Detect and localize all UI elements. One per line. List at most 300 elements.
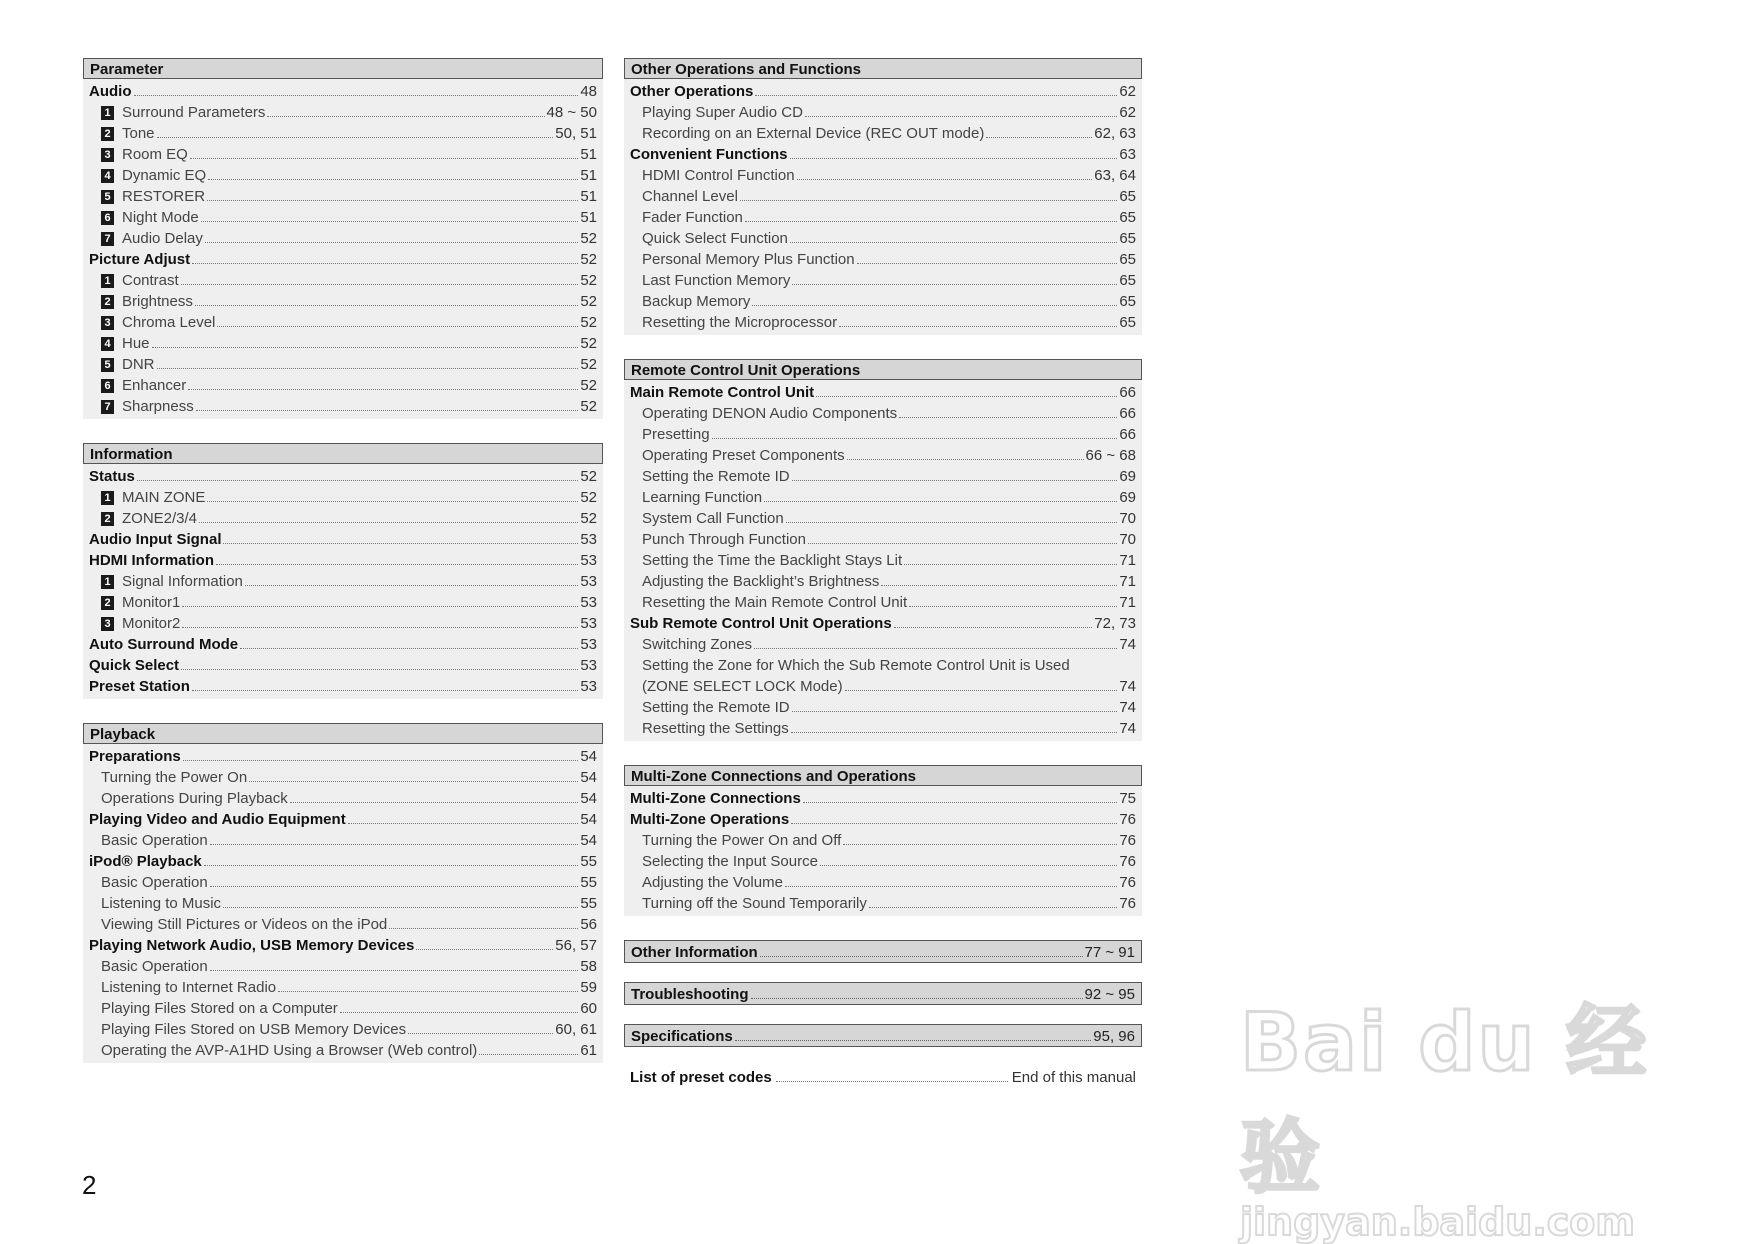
entry-label: Presetting xyxy=(642,426,710,443)
dot-leader xyxy=(223,907,578,908)
toc-entry[interactable] xyxy=(630,165,1136,186)
entry-label: HDMI Information xyxy=(89,552,214,569)
toc-section xyxy=(83,58,603,419)
dot-leader xyxy=(389,928,578,929)
toc-entry[interactable] xyxy=(630,312,1136,333)
page-ref: 55 xyxy=(580,853,597,870)
entry-label: MAIN ZONE xyxy=(122,489,206,506)
toc-entry[interactable] xyxy=(630,830,1136,851)
toc-entry[interactable] xyxy=(630,809,1136,830)
page-ref: 69 xyxy=(1119,489,1136,506)
dot-leader xyxy=(791,823,1117,824)
entry-label: RESTORER xyxy=(122,188,206,205)
page-ref: 54 xyxy=(580,811,597,828)
entry-label: Listening to Music xyxy=(101,895,222,912)
toc-entry[interactable] xyxy=(89,186,597,207)
entry-label: Night Mode xyxy=(122,209,199,226)
dot-leader xyxy=(188,389,578,390)
watermark-logo: Bai du 经验 xyxy=(1240,996,1649,1204)
toc-entry[interactable] xyxy=(89,375,597,396)
dot-leader xyxy=(820,865,1117,866)
entry-label: iPod® Playback xyxy=(89,853,202,870)
dot-leader xyxy=(157,368,579,369)
entry-label: Resetting the Main Remote Control Unit xyxy=(642,594,908,611)
page-ref: 55 xyxy=(580,874,597,891)
item-number-badge: 7 xyxy=(101,400,114,414)
dot-leader xyxy=(792,711,1118,712)
dot-leader xyxy=(210,970,579,971)
item-number-badge: 4 xyxy=(101,169,114,183)
dot-leader xyxy=(869,907,1117,908)
page-ref: 58 xyxy=(580,958,597,975)
entry-label: Channel Level xyxy=(642,188,738,205)
dot-leader xyxy=(181,284,579,285)
entry-label: Turning the Power On and Off xyxy=(642,832,842,849)
toc-entry[interactable] xyxy=(630,186,1136,207)
toc-entry[interactable] xyxy=(630,655,1136,676)
toc-entry[interactable] xyxy=(630,550,1136,571)
entry-label: Quick Select Function xyxy=(642,230,788,247)
dot-leader xyxy=(207,501,578,502)
page-ref: 65 xyxy=(1119,293,1136,310)
page-ref: 59 xyxy=(580,979,597,996)
toc-entry[interactable] xyxy=(89,312,597,333)
entry-label: Audio xyxy=(89,83,132,100)
entry-label: Monitor2 xyxy=(122,615,181,632)
page-ref: 60 xyxy=(580,1000,597,1017)
toc-entry[interactable] xyxy=(630,228,1136,249)
toc-entry[interactable] xyxy=(89,634,597,655)
item-number-badge: 2 xyxy=(101,596,114,610)
item-number-badge: 2 xyxy=(101,127,114,141)
section-body xyxy=(624,79,1142,335)
section-header: Multi-Zone Connections and Operations xyxy=(624,765,1142,786)
section-body xyxy=(83,79,603,419)
page-ref: 52 xyxy=(580,377,597,394)
entry-label: Playing Files Stored on USB Memory Devices xyxy=(101,1021,407,1038)
page-ref: 95, 96 xyxy=(1093,1028,1135,1045)
toc-entry[interactable] xyxy=(89,508,597,529)
dot-leader xyxy=(207,200,578,201)
entry-label: Main Remote Control Unit xyxy=(630,384,815,401)
toc-entry[interactable] xyxy=(89,788,597,809)
dot-leader xyxy=(816,396,1117,397)
entry-label: Other Operations xyxy=(630,83,754,100)
toc-entry[interactable] xyxy=(89,571,597,592)
page-ref: 48 xyxy=(580,83,597,100)
dot-leader xyxy=(740,200,1117,201)
dot-leader xyxy=(340,1012,579,1013)
toc-entry[interactable] xyxy=(89,207,597,228)
item-number-badge: 3 xyxy=(101,316,114,330)
toc-entry[interactable] xyxy=(89,893,597,914)
dot-leader xyxy=(776,1081,1008,1082)
page-ref: 66 ~ 68 xyxy=(1085,447,1136,464)
toc-entry[interactable] xyxy=(89,676,597,697)
entry-label: Picture Adjust xyxy=(89,251,191,268)
toc-entry[interactable] xyxy=(89,487,597,508)
dot-leader xyxy=(182,606,578,607)
page-ref: 51 xyxy=(580,146,597,163)
entry-label: Backup Memory xyxy=(642,293,751,310)
page-ref: 62 xyxy=(1119,83,1136,100)
section-header: Information xyxy=(83,443,603,464)
toc-bar-entry[interactable] xyxy=(624,982,1142,1005)
dot-leader xyxy=(240,648,578,649)
toc-entry[interactable] xyxy=(89,872,597,893)
toc-section xyxy=(624,359,1142,741)
dot-leader xyxy=(735,1040,1092,1041)
page-ref: 61 xyxy=(580,1042,597,1059)
dot-leader xyxy=(204,865,579,866)
toc-bar-entry[interactable] xyxy=(624,940,1142,963)
toc-entry[interactable] xyxy=(630,718,1136,739)
toc-entry[interactable] xyxy=(89,144,597,165)
page-ref: 76 xyxy=(1119,811,1136,828)
dot-leader xyxy=(245,585,578,586)
toc-entry[interactable] xyxy=(89,977,597,998)
dot-leader xyxy=(785,886,1117,887)
dot-leader xyxy=(195,305,578,306)
page-ref: 66 xyxy=(1119,405,1136,422)
section-body xyxy=(624,380,1142,741)
entry-label: DNR xyxy=(122,356,155,373)
toc-entry[interactable] xyxy=(630,123,1136,144)
dot-leader xyxy=(199,522,578,523)
page-ref: 69 xyxy=(1119,468,1136,485)
page-ref: 51 xyxy=(580,209,597,226)
section-body xyxy=(83,744,603,1063)
entry-label: Recording on an External Device (REC OUT mode) xyxy=(642,125,985,142)
dot-leader xyxy=(216,564,578,565)
entry-label: Learning Function xyxy=(642,489,763,506)
dot-leader xyxy=(217,326,578,327)
toc-entry[interactable] xyxy=(89,466,597,487)
item-number-badge: 3 xyxy=(101,148,114,162)
entry-label: Hue xyxy=(122,335,150,352)
dot-leader xyxy=(134,95,579,96)
dot-leader xyxy=(760,956,1083,957)
toc-entry[interactable] xyxy=(630,144,1136,165)
dot-leader xyxy=(181,669,578,670)
dot-leader xyxy=(786,522,1118,523)
toc-entry[interactable] xyxy=(89,935,597,956)
page-ref: 52 xyxy=(580,335,597,352)
page-ref: 71 xyxy=(1119,594,1136,611)
item-number-badge: 2 xyxy=(101,512,114,526)
preset-codes-entry[interactable] xyxy=(624,1066,1142,1089)
page-ref: 53 xyxy=(580,594,597,611)
page-ref: 52 xyxy=(580,398,597,415)
dot-leader xyxy=(808,543,1117,544)
item-number-badge: 3 xyxy=(101,617,114,631)
page-ref: 62, 63 xyxy=(1094,125,1136,142)
entry-label: Turning off the Sound Temporarily xyxy=(642,895,867,912)
toc-entry[interactable] xyxy=(630,270,1136,291)
item-number-badge: 1 xyxy=(101,491,114,505)
dot-leader xyxy=(847,459,1084,460)
item-number-badge: 5 xyxy=(101,358,114,372)
entry-label: Operating Preset Components xyxy=(642,447,845,464)
toc-entry[interactable] xyxy=(630,207,1136,228)
page-ref: 52 xyxy=(580,510,597,527)
entry-label: Setting the Remote ID xyxy=(642,468,790,485)
toc-entry[interactable] xyxy=(89,333,597,354)
entry-label: Sub Remote Control Unit Operations xyxy=(630,615,892,632)
dot-leader xyxy=(157,137,554,138)
toc-entry[interactable] xyxy=(630,249,1136,270)
toc-entry[interactable] xyxy=(89,851,597,872)
dot-leader xyxy=(904,564,1117,565)
entry-label: Other Information xyxy=(631,944,758,961)
dot-leader xyxy=(745,221,1117,222)
dot-leader xyxy=(137,480,578,481)
entry-label: Playing Files Stored on a Computer xyxy=(101,1000,338,1017)
entry-label: Monitor1 xyxy=(122,594,181,611)
page-ref: 53 xyxy=(580,552,597,569)
entry-label: Surround Parameters xyxy=(122,104,266,121)
entry-label: Audio Input Signal xyxy=(89,531,222,548)
page-ref: 65 xyxy=(1119,314,1136,331)
toc-entry[interactable] xyxy=(89,655,597,676)
entry-label: Contrast xyxy=(122,272,179,289)
page-ref: 52 xyxy=(580,293,597,310)
entry-label: Last Function Memory xyxy=(642,272,791,289)
page-ref: 60, 61 xyxy=(555,1021,597,1038)
toc-entry[interactable] xyxy=(89,354,597,375)
entry-label: Dynamic EQ xyxy=(122,167,207,184)
dot-leader xyxy=(790,242,1117,243)
page-ref: 53 xyxy=(580,573,597,590)
page-ref: 54 xyxy=(580,790,597,807)
toc-entry[interactable] xyxy=(89,767,597,788)
entry-label: Personal Memory Plus Function xyxy=(642,251,855,268)
dot-leader xyxy=(208,179,578,180)
page-ref: 52 xyxy=(580,230,597,247)
entry-label: Operations During Playback xyxy=(101,790,288,807)
entry-label: Punch Through Function xyxy=(642,531,806,548)
toc-entry[interactable] xyxy=(630,592,1136,613)
dot-leader xyxy=(764,501,1117,502)
toc-entry[interactable] xyxy=(89,998,597,1019)
dot-leader xyxy=(755,95,1117,96)
page-ref: 54 xyxy=(580,832,597,849)
toc-entry[interactable] xyxy=(630,508,1136,529)
entry-label: Sharpness xyxy=(122,398,194,415)
toc-entry[interactable] xyxy=(89,592,597,613)
section-header: Remote Control Unit Operations xyxy=(624,359,1142,380)
page-ref: 65 xyxy=(1119,209,1136,226)
toc-entry[interactable] xyxy=(630,697,1136,718)
dot-leader xyxy=(192,690,578,691)
section-header: Parameter xyxy=(83,58,603,79)
dot-leader xyxy=(152,347,579,348)
page-ref: 76 xyxy=(1119,874,1136,891)
page-ref: 70 xyxy=(1119,510,1136,527)
page-ref: 71 xyxy=(1119,552,1136,569)
toc-entry[interactable] xyxy=(630,403,1136,424)
toc-entry[interactable] xyxy=(89,249,597,270)
entry-label: ZONE2/3/4 xyxy=(122,510,198,527)
entry-label: Preparations xyxy=(89,748,181,765)
page-ref: 74 xyxy=(1119,636,1136,653)
toc-entry[interactable] xyxy=(630,424,1136,445)
dot-leader xyxy=(881,585,1117,586)
entry-label: Adjusting the Volume xyxy=(642,874,783,891)
dot-leader xyxy=(751,998,1083,999)
entry-label: Convenient Functions xyxy=(630,146,788,163)
dot-leader xyxy=(192,263,578,264)
dot-leader xyxy=(752,305,1117,306)
toc-entry[interactable] xyxy=(89,396,597,417)
toc-entry[interactable] xyxy=(630,613,1136,634)
entry-label: Operating DENON Audio Components xyxy=(642,405,898,422)
entry-label: System Call Function xyxy=(642,510,784,527)
dot-leader xyxy=(201,221,579,222)
page-ref: 52 xyxy=(580,489,597,506)
page-ref: 54 xyxy=(580,748,597,765)
dot-leader xyxy=(408,1033,553,1034)
toc-entry[interactable] xyxy=(630,291,1136,312)
entry-label: Multi-Zone Connections xyxy=(630,790,801,807)
entry-label: Setting the Time the Backlight Stays Lit xyxy=(642,552,903,569)
toc-entry[interactable] xyxy=(89,102,597,123)
toc-bar-entry[interactable] xyxy=(624,1024,1142,1047)
toc-entry[interactable] xyxy=(630,634,1136,655)
entry-label: Setting the Remote ID xyxy=(642,699,790,716)
entry-label: Resetting the Microprocessor xyxy=(642,314,838,331)
dot-leader xyxy=(909,606,1117,607)
entry-label: Signal Information xyxy=(122,573,243,590)
page-ref: 52 xyxy=(580,468,597,485)
page-ref: 71 xyxy=(1119,573,1136,590)
page-ref: 53 xyxy=(580,657,597,674)
toc-section xyxy=(83,443,603,699)
page-ref: 53 xyxy=(580,531,597,548)
section-header: Other Operations and Functions xyxy=(624,58,1142,79)
page-ref: 76 xyxy=(1119,832,1136,849)
page-ref: 52 xyxy=(580,272,597,289)
page-number: 2 xyxy=(82,1170,97,1200)
page-ref: 65 xyxy=(1119,188,1136,205)
page-ref: 65 xyxy=(1119,230,1136,247)
toc-entry[interactable] xyxy=(630,676,1136,697)
dot-leader xyxy=(712,438,1118,439)
page-ref: 48 ~ 50 xyxy=(546,104,597,121)
toc-entry[interactable] xyxy=(630,382,1136,403)
page-ref: 92 ~ 95 xyxy=(1084,986,1135,1003)
toc-entry[interactable] xyxy=(630,851,1136,872)
page-ref: 56, 57 xyxy=(555,937,597,954)
entry-label: Viewing Still Pictures or Videos on the iPod xyxy=(101,916,388,933)
entry-label: Brightness xyxy=(122,293,193,310)
dot-leader xyxy=(182,627,578,628)
toc-entry[interactable] xyxy=(630,487,1136,508)
entry-label: Basic Operation xyxy=(101,832,208,849)
toc-entry[interactable] xyxy=(89,165,597,186)
toc-entry[interactable] xyxy=(89,956,597,977)
toc-entry[interactable] xyxy=(89,830,597,851)
baidu-watermark xyxy=(1240,978,1660,1244)
page-ref: 70 xyxy=(1119,531,1136,548)
toc-entry[interactable] xyxy=(630,529,1136,550)
item-number-badge: 7 xyxy=(101,232,114,246)
page-ref: 56 xyxy=(580,916,597,933)
toc-entry[interactable] xyxy=(630,893,1136,914)
watermark-url: jingyan.baidu.com xyxy=(1240,1200,1635,1244)
item-number-badge: 1 xyxy=(101,575,114,589)
toc-entry[interactable] xyxy=(630,466,1136,487)
toc-entry[interactable] xyxy=(89,1019,597,1040)
item-number-badge: 1 xyxy=(101,106,114,120)
dot-leader xyxy=(223,543,578,544)
toc-entry[interactable] xyxy=(89,228,597,249)
entry-label: Playing Super Audio CD xyxy=(642,104,803,121)
entry-label: Quick Select xyxy=(89,657,180,674)
dot-leader xyxy=(803,802,1117,803)
toc-entry[interactable] xyxy=(630,571,1136,592)
dot-leader xyxy=(210,886,579,887)
toc-entry[interactable] xyxy=(630,102,1136,123)
dot-leader xyxy=(791,732,1118,733)
toc-entry[interactable] xyxy=(630,788,1136,809)
toc-entry[interactable] xyxy=(89,270,597,291)
toc-entry[interactable] xyxy=(89,550,597,571)
toc-entry[interactable] xyxy=(89,1040,597,1061)
dot-leader xyxy=(797,179,1093,180)
dot-leader xyxy=(857,263,1118,264)
toc-entry[interactable] xyxy=(89,914,597,935)
toc-entry[interactable] xyxy=(630,81,1136,102)
page-ref: 74 xyxy=(1119,720,1136,737)
section-header: Playback xyxy=(83,723,603,744)
dot-leader xyxy=(196,410,579,411)
page-ref: 77 ~ 91 xyxy=(1084,944,1135,961)
dot-leader xyxy=(205,242,578,243)
toc-entry[interactable] xyxy=(630,445,1136,466)
dot-leader xyxy=(249,781,578,782)
toc-entry[interactable] xyxy=(89,81,597,102)
toc-entry[interactable] xyxy=(89,746,597,767)
dot-leader xyxy=(183,760,579,761)
dot-leader xyxy=(416,949,553,950)
entry-label: Basic Operation xyxy=(101,874,208,891)
page-ref: 50, 51 xyxy=(555,125,597,142)
toc-left-column xyxy=(83,58,603,1087)
item-number-badge: 5 xyxy=(101,190,114,204)
toc-entry[interactable] xyxy=(89,123,597,144)
page-ref: 52 xyxy=(580,314,597,331)
toc-entry[interactable] xyxy=(89,529,597,550)
item-number-badge: 2 xyxy=(101,295,114,309)
entry-label: HDMI Control Function xyxy=(642,167,795,184)
toc-entry[interactable] xyxy=(89,291,597,312)
entry-label: List of preset codes xyxy=(630,1069,772,1086)
page-ref: 65 xyxy=(1119,272,1136,289)
dot-leader xyxy=(792,480,1118,481)
dot-leader xyxy=(190,158,578,159)
page-ref: 76 xyxy=(1119,895,1136,912)
dot-leader xyxy=(278,991,578,992)
entry-label: Auto Surround Mode xyxy=(89,636,239,653)
entry-label: Selecting the Input Source xyxy=(642,853,818,870)
entry-label: Turning the Power On xyxy=(101,769,248,786)
toc-entry[interactable] xyxy=(630,872,1136,893)
toc-entry[interactable] xyxy=(89,613,597,634)
toc-entry[interactable] xyxy=(89,809,597,830)
entry-label: Playing Network Audio, USB Memory Devices xyxy=(89,937,415,954)
dot-leader xyxy=(986,137,1092,138)
